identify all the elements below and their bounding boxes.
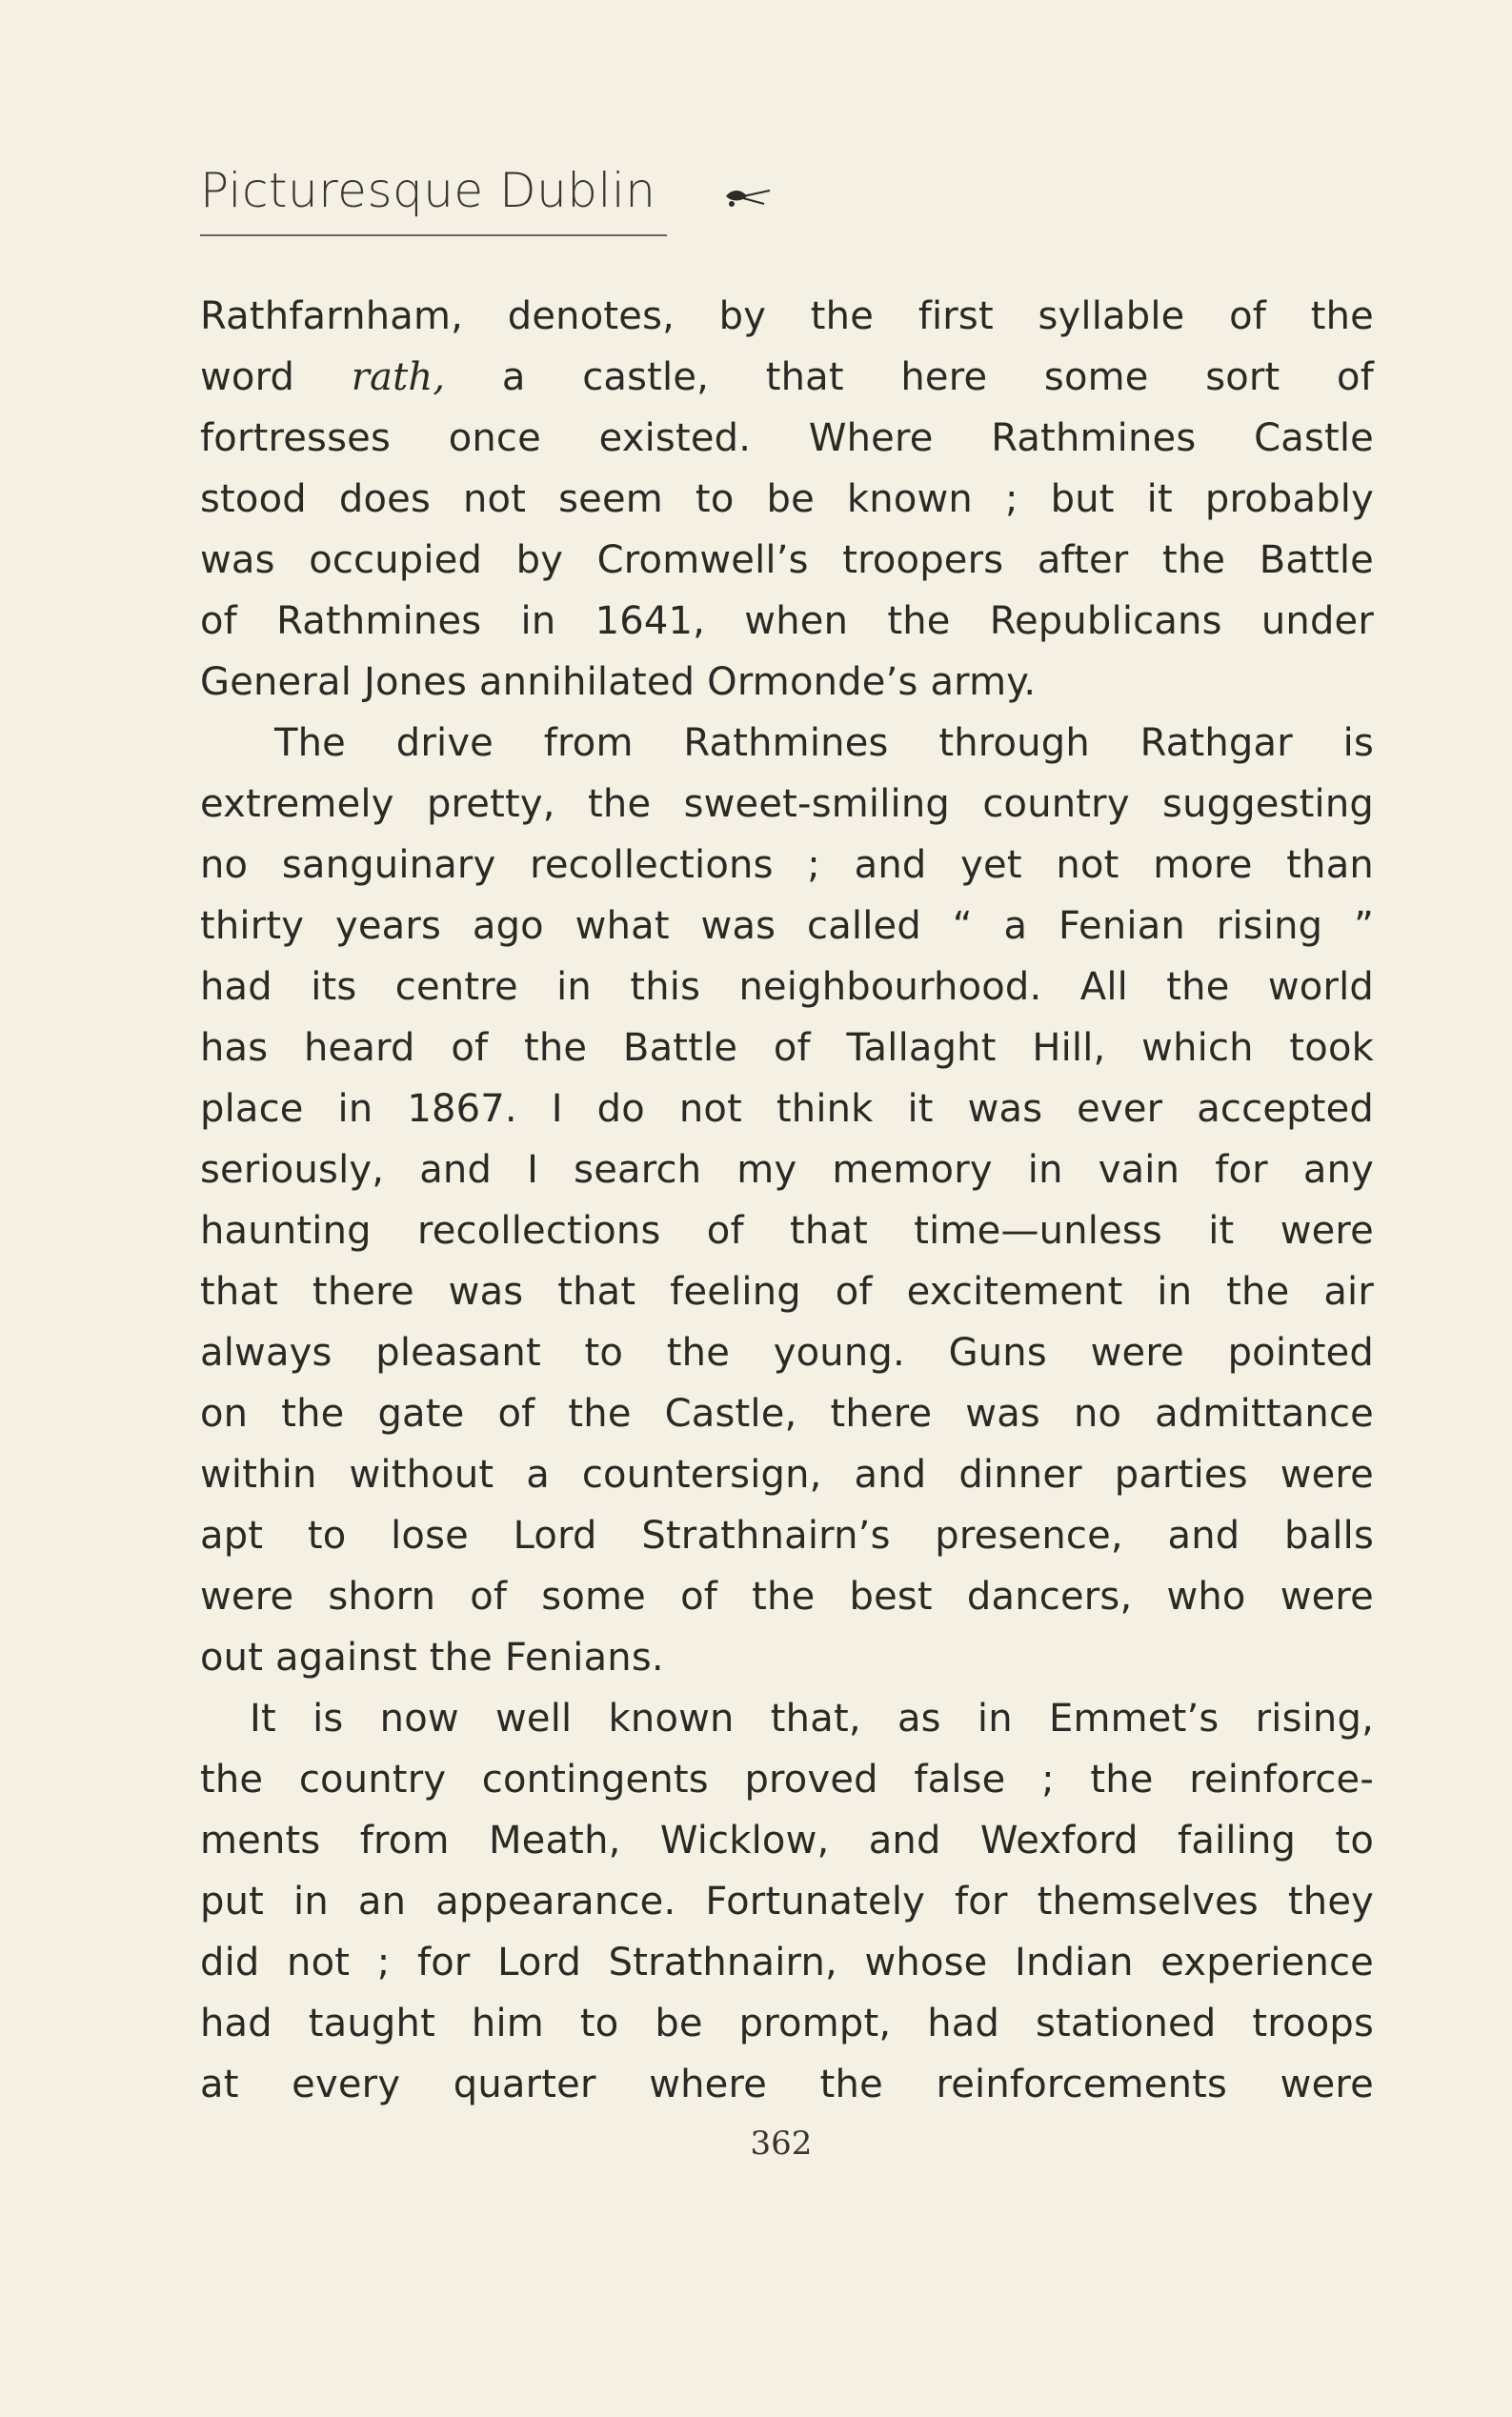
- text-line: The drive from Rathmines through Rathgar is: [274, 721, 1374, 765]
- text-fragment: a castle, that here some sort of: [501, 355, 1375, 399]
- text-line: had taught him to be prompt, had stationed troops: [200, 2002, 1374, 2045]
- text-line: place in 1867. I do not think it was ever accepted: [200, 1087, 1374, 1131]
- text-line: has heard of the Battle of Tallaght Hill, which took: [200, 1026, 1374, 1070]
- text-line: did not ; for Lord Strathnairn, whose Indian experience: [200, 1941, 1374, 1984]
- text-line: no sanguinary recollections ; and yet not more than: [200, 843, 1374, 887]
- page-number: 362: [750, 2125, 813, 2163]
- text-line: the country contingents proved false ; the reinforce-: [200, 1758, 1374, 1802]
- text-line: had its centre in this neighbourhood. All the world: [200, 965, 1374, 1009]
- text-fragment: word: [200, 355, 295, 399]
- text-line: thirty years ago what was called “ a Fenian rising ”: [200, 904, 1374, 948]
- text-line: of Rathmines in 1641, when the Republicans under: [200, 599, 1374, 643]
- text-line: haunting recollections of that time—unless it were: [200, 1209, 1374, 1253]
- page-header: [200, 152, 867, 238]
- text-line: It is now well known that, as in Emmet’s rising,: [250, 1697, 1374, 1741]
- running-title: Picturesque Dublin: [200, 163, 656, 218]
- text-line: extremely pretty, the sweet-smiling country suggesting: [200, 782, 1374, 826]
- text-line: out against the Fenians.: [200, 1636, 664, 1680]
- text-line: stood does not seem to be known ; but it probably: [200, 477, 1374, 521]
- text-line: always pleasant to the young. Guns were pointed: [200, 1331, 1374, 1375]
- text-line: was occupied by Cromwell’s troopers after the Battle: [200, 538, 1374, 582]
- italic-term: rath,: [351, 355, 446, 399]
- text-line: within without a countersign, and dinner parties were: [200, 1453, 1374, 1497]
- leaf-ornament-icon: [722, 183, 774, 213]
- text-line: on the gate of the Castle, there was no admittance: [200, 1392, 1374, 1436]
- text-line: put in an appearance. Fortunately for themselves they: [200, 1880, 1374, 1924]
- text-line: Rathfarnham, denotes, by the first syllable of the: [200, 294, 1374, 338]
- text-line: seriously, and I search my memory in vain for any: [200, 1148, 1374, 1192]
- body-text: [200, 286, 1374, 2115]
- text-line: fortresses once existed. Where Rathmines Castle: [200, 416, 1374, 460]
- header-rule: [200, 234, 667, 236]
- text-line: at every quarter where the reinforcements were: [200, 2063, 1374, 2106]
- text-line: that there was that feeling of excitement in the air: [200, 1270, 1374, 1314]
- text-line: General Jones annihilated Ormonde’s army.: [200, 660, 1037, 704]
- text-line: were shorn of some of the best dancers, who were: [200, 1575, 1374, 1619]
- text-line: [200, 347, 1374, 408]
- text-line: ments from Meath, Wicklow, and Wexford failing to: [200, 1819, 1374, 1863]
- text-line: apt to lose Lord Strathnairn’s presence, and balls: [200, 1514, 1374, 1558]
